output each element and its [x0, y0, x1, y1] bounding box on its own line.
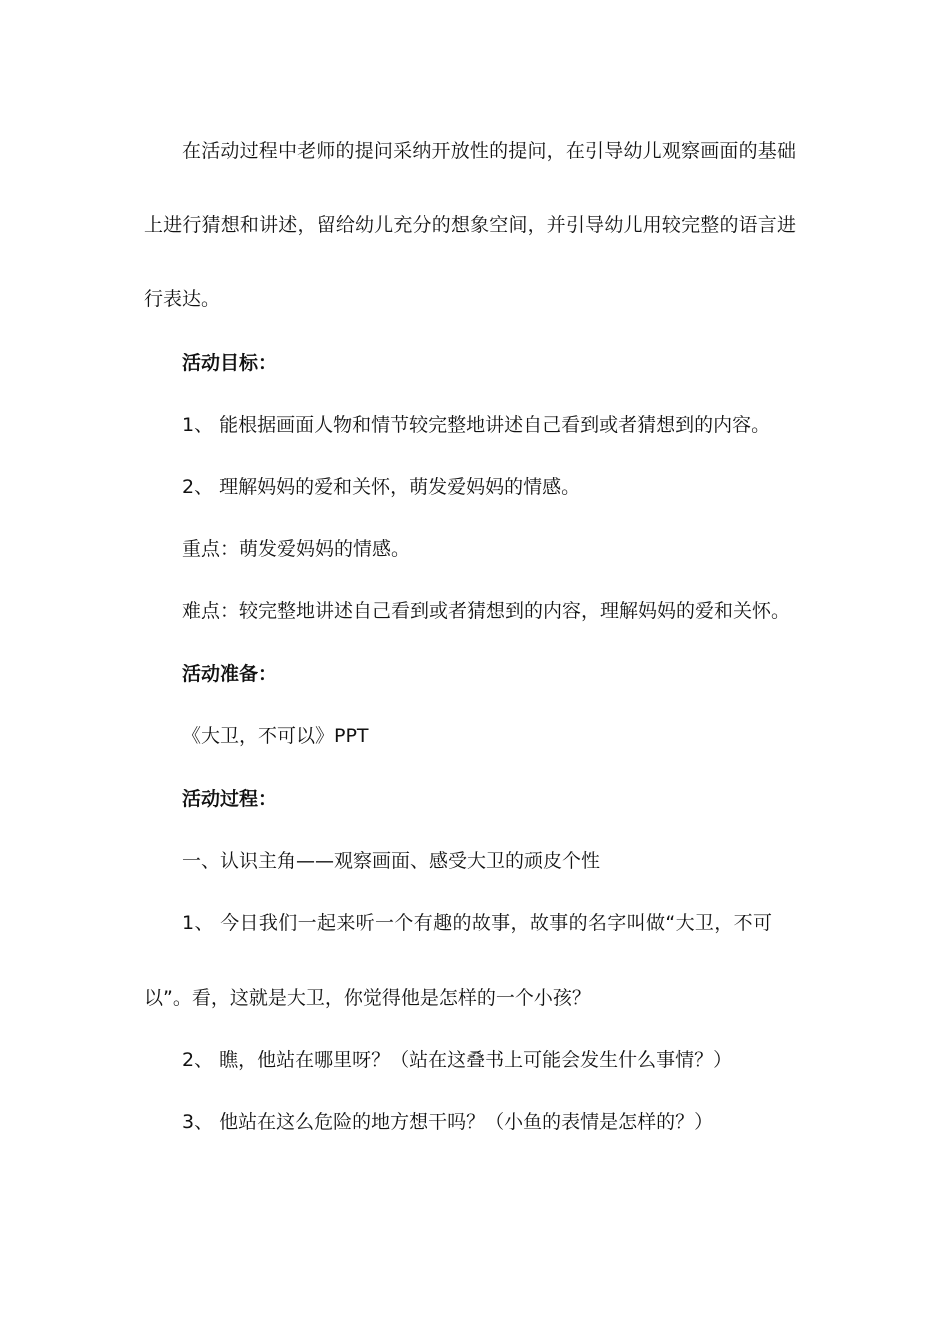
difficulty-point: 难点：较完整地讲述自己看到或者猜想到的内容，理解妈妈的爱和关怀。 — [182, 600, 791, 622]
goals-heading: 活动目标： — [182, 352, 278, 374]
preparation-material: 《大卫，不可以》PPT — [182, 725, 369, 747]
intro-line-2: 上进行猜想和讲述，留给幼儿充分的想象空间，并引导幼儿用较完整的语言进 — [144, 214, 796, 236]
key-point: 重点：萌发爱妈妈的情感。 — [182, 538, 411, 560]
goal-item-2: 2、 理解妈妈的爱和关怀，萌发爱妈妈的情感。 — [182, 476, 581, 498]
goal-item-1: 1、 能根据画面人物和情节较完整地讲述自己看到或者猜想到的内容。 — [182, 414, 771, 436]
process-step-1-line-1: 1、 今日我们一起来听一个有趣的故事，故事的名字叫做“大卫，不可 — [182, 912, 772, 934]
preparation-heading: 活动准备： — [182, 663, 278, 685]
process-section-1: 一、认识主角——观察画面、感受大卫的顽皮个性 — [182, 850, 601, 872]
intro-line-1: 在活动过程中老师的提问采纳开放性的提问，在引导幼儿观察画面的基础 — [182, 140, 796, 162]
process-step-2: 2、 瞧，他站在哪里呀？（站在这叠书上可能会发生什么事情？） — [182, 1049, 733, 1071]
intro-line-3: 行表达。 — [144, 288, 221, 310]
process-step-1-line-2: 以”。看，这就是大卫，你觉得他是怎样的一个小孩？ — [144, 987, 591, 1009]
process-heading: 活动过程： — [182, 788, 278, 810]
process-step-3: 3、 他站在这么危险的地方想干吗？（小鱼的表情是怎样的？） — [182, 1111, 714, 1133]
